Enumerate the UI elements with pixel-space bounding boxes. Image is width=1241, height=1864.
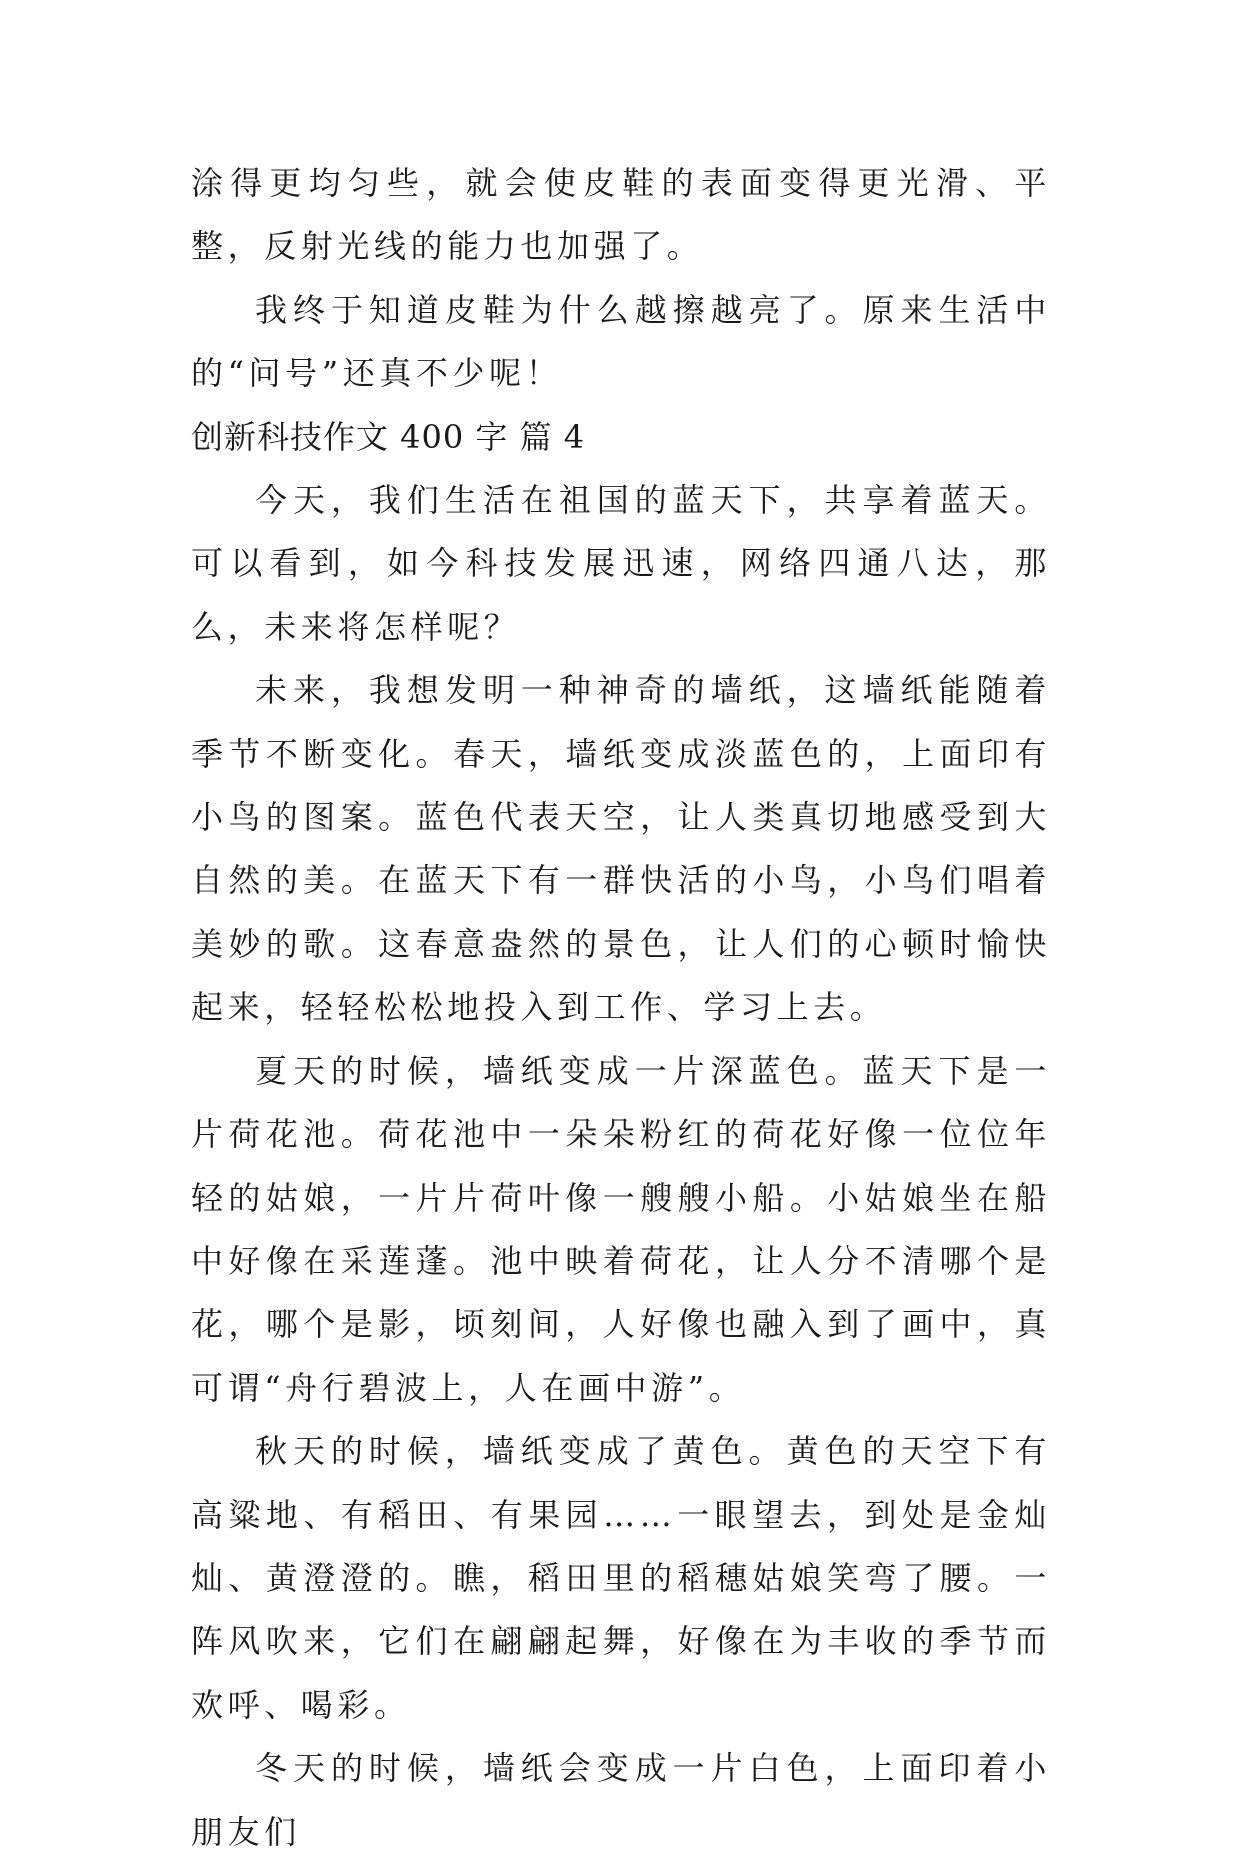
paragraph: 秋天的时候，墙纸变成了黄色。黄色的天空下有高粱地、有稻田、有果园……一眼望去，到处是金灿灿、黄澄澄的。瞧，稻田里的稻穗姑娘笑弯了腰。一阵风吹来，它们在翩翩起舞，好像在为丰收的季节而欢呼、喝彩。	[191, 1432, 1051, 1724]
paragraph: 今天，我们生活在祖国的蓝天下，共享着蓝天。可以看到，如今科技发展迅速，网络四通八达，那么，未来将怎样呢？	[191, 481, 1051, 646]
section-heading: 创新科技作文 400 字 篇 4	[191, 417, 586, 456]
document-body	[191, 152, 1051, 1864]
paragraph: 未来，我想发明一种神奇的墙纸，这墙纸能随着季节不断变化。春天，墙纸变成淡蓝色的，上面印有小鸟的图案。蓝色代表天空，让人类真切地感受到大自然的美。在蓝天下有一群快活的小鸟，小鸟们唱着美妙的歌。这春意盎然的景色，让人们的心顿时愉快起来，轻轻松松地投入到工作、学习上去。	[191, 671, 1051, 1027]
paragraph-continued: 涂得更均匀些，就会使皮鞋的表面变得更光滑、平整，反射光线的能力也加强了。	[191, 164, 1051, 266]
paragraph: 我终于知道皮鞋为什么越擦越亮了。原来生活中的“问号”还真不少呢！	[191, 290, 1051, 393]
paragraph: 冬天的时候，墙纸会变成一片白色，上面印着小朋友们	[191, 1749, 1051, 1851]
paragraph: 夏天的时候，墙纸变成一片深蓝色。蓝天下是一片荷花池。荷花池中一朵朵粉红的荷花好像一位位年轻的姑娘，一片片荷叶像一艘艘小船。小姑娘坐在船中好像在采莲蓬。池中映着荷花，让人分不清哪个是花，哪个是影，顷刻间，人好像也融入到了画中，真可谓“舟行碧波上，人在画中游”。	[191, 1051, 1051, 1407]
